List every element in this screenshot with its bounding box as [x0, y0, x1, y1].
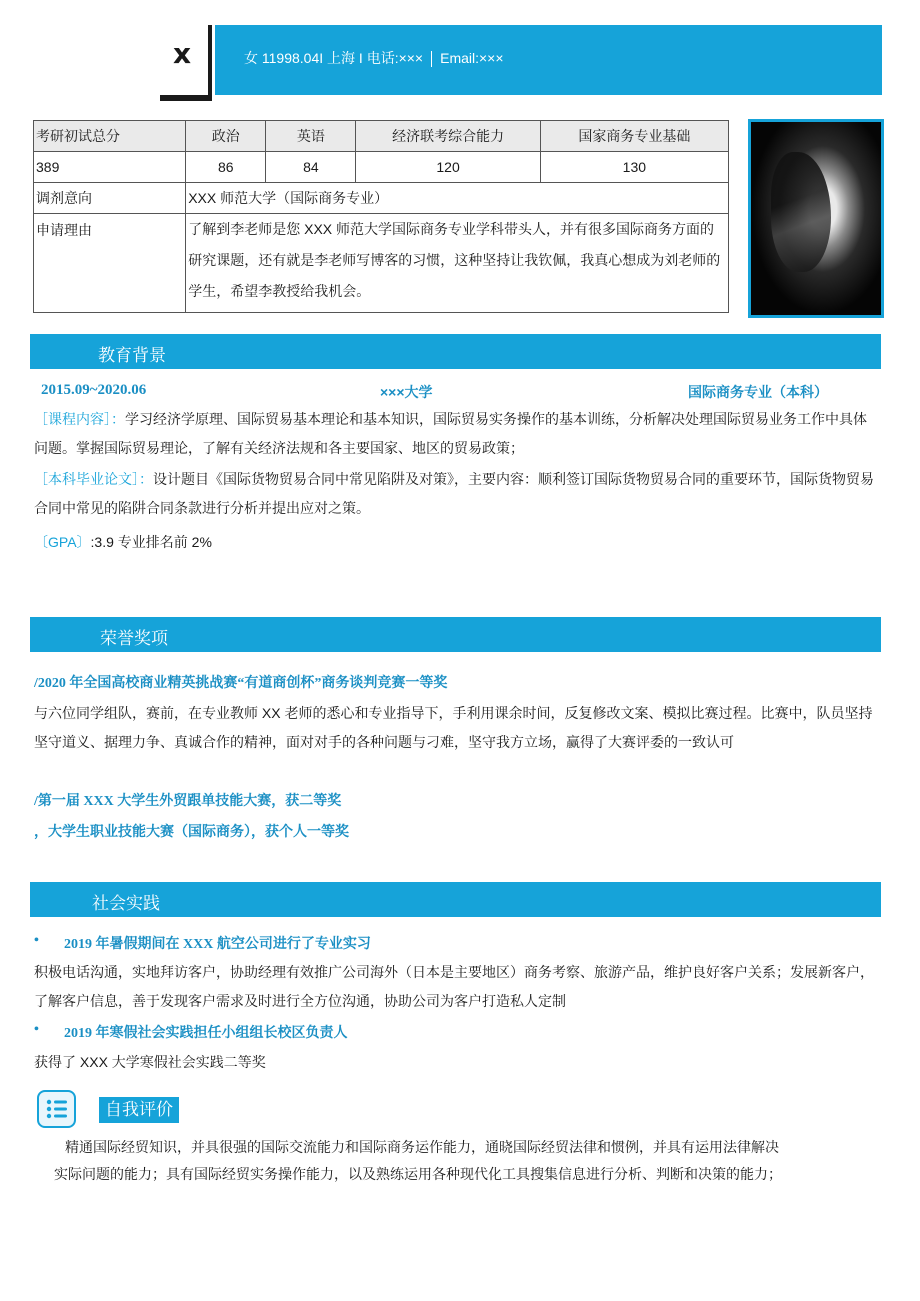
score-table [33, 120, 729, 313]
score-header-row [34, 121, 729, 152]
score-header-business: 国家商务专业基础 [540, 121, 728, 152]
award-1-title: /2020 年全国高校商业精英挑战赛“有道商创杯”商务谈判竞赛一等奖 [34, 676, 448, 691]
education-period: 2015.09~2020.06 [41, 382, 147, 398]
practice-title: 社会实践 [92, 894, 160, 913]
score-business: 130 [540, 152, 728, 183]
adjust-row [34, 183, 729, 214]
self-eval-line-1: 精通国际经贸知识，并具很强的国际交流能力和国际商务运作能力，通晓国际经贸法律和惯例，并具有运用法律解决 [65, 1139, 779, 1155]
score-value-row [34, 152, 729, 183]
score-total: 389 [34, 152, 186, 183]
course-text: 学习经济学原理、国际贸易基本理论和基本知识，国际贸易实务操作的基本训练，分析解决处理国际贸易业务工作中具体问题。掌握国际贸易理论，了解有关经济法规和各主要国家、地区的贸易政策； [34, 411, 867, 456]
thesis-text: 设计题目《国际货物贸易合同中常见陷阱及对策》，主要内容：顺利签订国际货物贸易合同的重要环节，国际货物贸易合同中常见的陷阱合同条款进行分析并提出应对之策。 [34, 471, 874, 516]
score-header-politics: 政治 [186, 121, 266, 152]
portrait-photo-icon [751, 122, 881, 315]
practice-section-bar [30, 882, 881, 917]
honors-section-bar [30, 617, 881, 652]
course-label: ［课程内容］： [34, 411, 125, 427]
name-card [160, 25, 212, 101]
practice-bullet-2: • [34, 1022, 39, 1037]
score-english: 84 [266, 152, 356, 183]
self-eval-title: 自我评价 [99, 1097, 179, 1123]
education-school: ×××大学 [380, 384, 433, 400]
award-3-title: ，大学生职业技能大赛（国际商务），获个人一等奖 [34, 825, 349, 840]
contact-email: Email:××× [440, 50, 504, 66]
practice-item-1-title: 2019 年暑假期间在 XXX 航空公司进行了专业实习 [64, 937, 371, 952]
score-politics: 86 [186, 152, 266, 183]
practice-item-1-description: 积极电话沟通，实地拜访客户，协助经理有效推广公司海外（日本是主要地区）商务考察、旅游产品，维护良好客户关系；发展新客户，了解客户信息，善于发现客户需求及时进行全方位沟通，协助公司为客户打造私人定制 [34, 964, 874, 1009]
education-major: 国际商务专业（本科） [688, 384, 828, 400]
gpa-content [34, 528, 212, 557]
award-2-title: /第一届 XXX 大学生外贸跟单技能大赛，获二等奖 [34, 794, 342, 809]
contact-info [244, 48, 504, 68]
self-eval-line-2: 实际问题的能力；具有国际经贸实务操作能力，以及熟练运用各种现代化工具搜集信息进行分析、判断和决策的能力； [54, 1166, 782, 1182]
score-economics: 120 [356, 152, 540, 183]
gpa-label: 〔GPA〕 [34, 534, 91, 550]
contact-details: 女 11998.04I 上海 I 电话:××× [244, 50, 424, 66]
score-header-total: 考研初试总分 [34, 121, 186, 152]
adjust-value: XXX 师范大学（国际商务专业） [186, 183, 729, 214]
award-1-description: 与六位同学组队，赛前，在专业教师 XX 老师的悉心和专业指导下，手利用课余时间，反复修改文案、模拟比赛过程。比赛中，队员坚持坚守道义、据理力争、真诚合作的精神，面对对手的各种问题与刁难，坚守我方立场，赢得了大赛评委的一致认可 [34, 705, 873, 750]
practice-bullet-1: • [34, 933, 39, 948]
thesis-content [34, 465, 874, 523]
adjust-label: 调剂意向 [34, 183, 186, 214]
education-title: 教育背景 [98, 346, 166, 365]
profile-photo [748, 119, 884, 318]
practice-item-2-title: 2019 年寒假社会实践担任小组组长校区负责人 [64, 1026, 348, 1041]
score-header-english: 英语 [266, 121, 356, 152]
contact-divider [431, 51, 432, 67]
education-section-bar [30, 334, 881, 369]
course-content [34, 405, 874, 463]
list-icon [37, 1090, 76, 1128]
thesis-label: ［本科毕业论文］： [34, 471, 153, 487]
reason-row [34, 214, 729, 313]
score-header-economics: 经济联考综合能力 [356, 121, 540, 152]
reason-label: 申请理由 [34, 214, 186, 313]
reason-value: 了解到李老师是您 XXX 师范大学国际商务专业学科带头人，并有很多国际商务方面的研究课题，还有就是李老师写博客的习惯，这种坚持让我钦佩，我真心想成为刘老师的学生，希望李教授给我机会。 [186, 214, 729, 313]
gpa-text: :3.9 专业排名前 2% [90, 534, 212, 550]
practice-item-2-description: 获得了 XXX 大学寒假社会实践二等奖 [34, 1054, 266, 1070]
name-initial: x [172, 37, 192, 70]
honors-title: 荣誉奖项 [100, 629, 168, 648]
